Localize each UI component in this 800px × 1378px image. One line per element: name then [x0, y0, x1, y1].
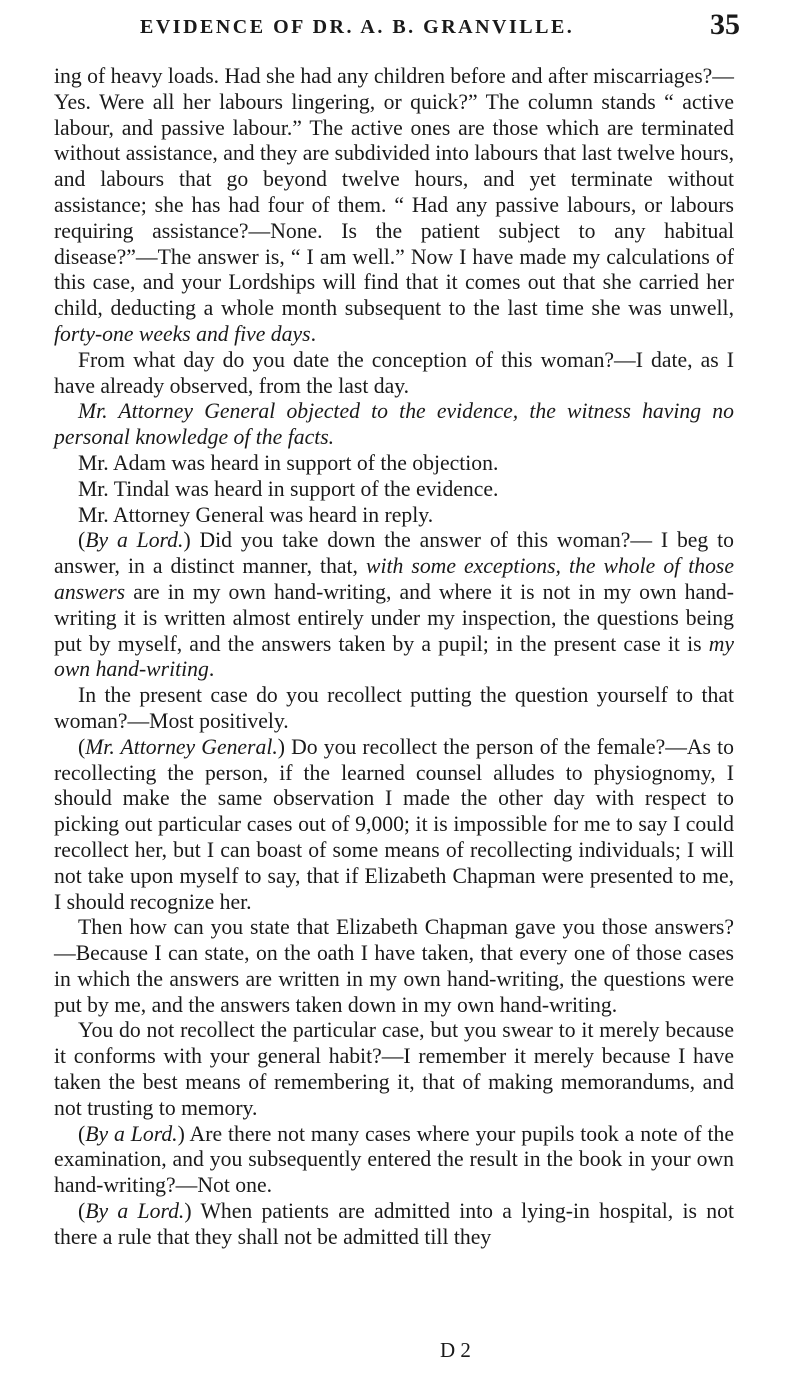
- running-head: EVIDENCE OF DR. A. B. GRANVILLE.: [140, 16, 575, 38]
- paragraph: (Mr. Attorney General.) Do you recollect the person of the female?—As to recollecting the person, if the learned counsel alludes to physiognomy, I should make the same observation I made the other day with respect to picking out particular cases out of 9,000; it is impossible for me to say I could recollect her, but I can boast of some means of recollecting individuals; I will not take upon myself to say, that if Elizabeth Chapman were presented to me, I should recognize her.: [54, 734, 734, 914]
- paragraph: Mr. Adam was heard in support of the objection.: [78, 450, 499, 475]
- paragraph: Mr. Tindal was heard in support of the evidence.: [78, 476, 499, 501]
- paragraph: ing of heavy loads. Had she had any children before and after miscarriages?—Yes. Were all her labours lingering, or quick?” The column stands “ active labour, and passive labour.” The active ones are those which are terminated without assistance, and they are subdivided into labours that last twelve hours, and labours that go beyond twelve hours, and yet terminate without assistance; she has had four of them. “ Had any passive labours, or labours requiring assistance?—None. Is the patient subject to any habitual disease?”—The answer is, “ I am well.” Now I have made my calculations of this case, and your Lordships will find that it comes out that she carried her child, deducting a whole month subsequent to the last time she was unwell, forty-one weeks and five days.: [54, 64, 735, 346]
- page-number: 35: [710, 8, 740, 41]
- paragraph: In the present case do you recollect putting the question yourself to that woman?—Most positively.: [54, 683, 734, 733]
- paragraph: (By a Lord.) When patients are admitted into a lying-in hospital, is not there a rule that they shall not be admitted till they: [54, 1199, 734, 1249]
- paragraph: (By a Lord.) Did you take down the answer of this woman?— I beg to answer, in a distinct manner, that, with some exceptions, the whole of those answers are in my own hand-writing, and where it is not in my own hand-writing it is written almost entirely under my inspection, the questions being put by myself, and the answers taken by a pupil; in the present case it is my own hand-writing.: [54, 528, 734, 682]
- page-header: [140, 8, 740, 52]
- paragraph: (By a Lord.) Are there not many cases where your pupils took a note of the examination, and you subsequently entered the result in the book in your own hand-writing?—Not one.: [54, 1121, 734, 1198]
- paragraph: Then how can you state that Elizabeth Chapman gave you those answers?—Because I can state, on the oath I have taken, that every one of those cases in which the answers are written in my own hand-writing, the questions were put by me, and the answers taken down in my own hand-writing.: [54, 915, 734, 1017]
- paragraph: Mr. Attorney General was heard in reply.: [78, 502, 434, 527]
- paragraph: You do not recollect the particular case, but you swear to it merely because it conforms with your general habit?—I remember it merely because I have taken the best means of remembering it, that of making memorandums, and not trusting to memory.: [54, 1018, 734, 1120]
- signature-mark: D 2: [440, 1338, 471, 1362]
- body-text: [54, 64, 734, 1251]
- paragraph: From what day do you date the conception of this woman?—I date, as I have already observed, from the last day.: [54, 347, 734, 398]
- paragraph: Mr. Attorney General objected to the evidence, the witness having no personal knowledge of the facts.: [54, 399, 734, 450]
